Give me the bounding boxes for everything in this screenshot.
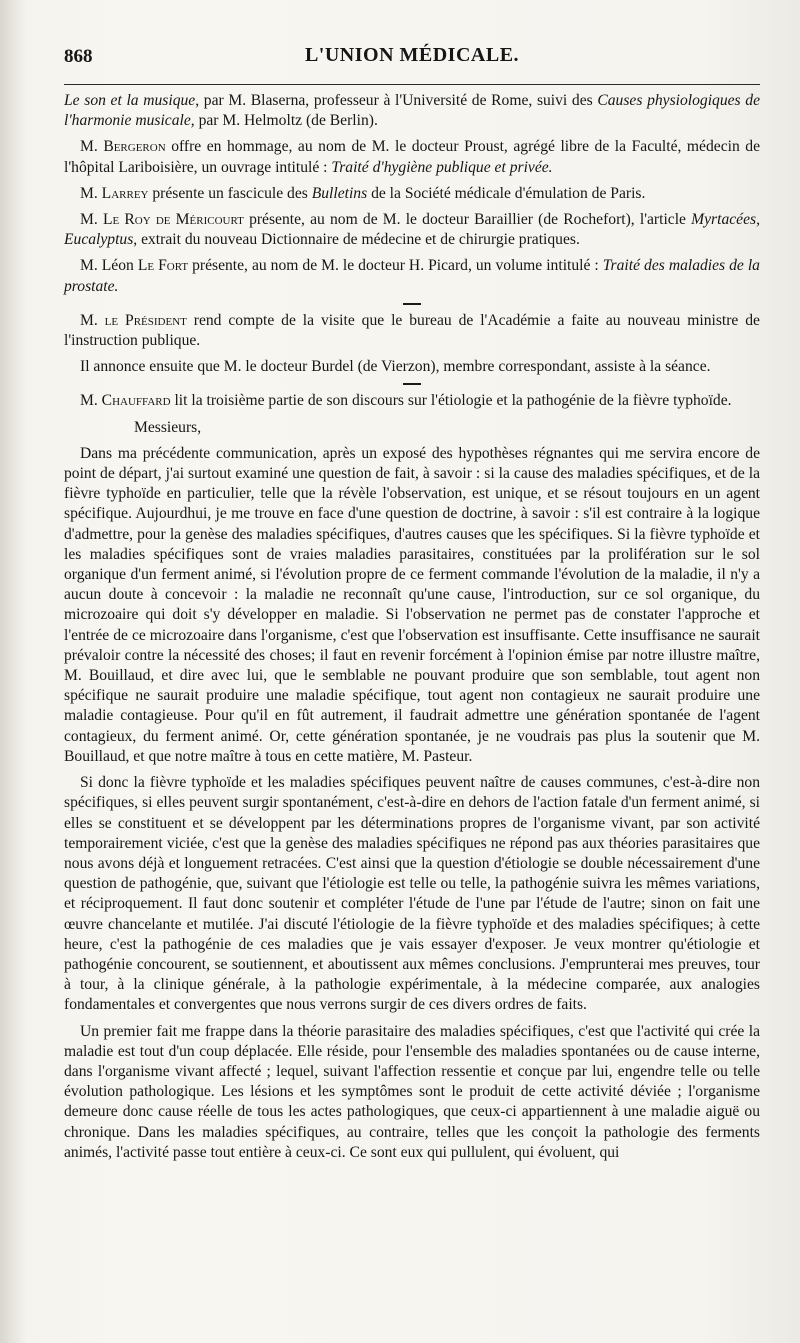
page-number: 868: [64, 46, 93, 67]
text-span: M.: [80, 392, 102, 410]
text-span: M.: [80, 211, 103, 229]
speaker-name: Bergeron: [103, 138, 166, 156]
book-title: Myrtacées, Eucalyptus: [64, 211, 760, 249]
section-separator: [403, 383, 421, 385]
page-header: [64, 40, 760, 85]
text-span: présente un fascicule des: [148, 184, 312, 202]
text-span: présente, au nom de M. le docteur Baraillier (de Rochefort), l'article: [243, 211, 692, 229]
salutation: Messieurs,: [134, 418, 202, 436]
text-span: de la Société médicale d'émulation de Paris.: [367, 184, 646, 202]
paragraph-le-fort: [64, 256, 760, 296]
text-span: par M. Helmoltz (de Berlin).: [194, 112, 378, 130]
paragraph-larrey: [64, 184, 760, 204]
running-title: L'UNION MÉDICALE.: [304, 44, 520, 66]
text-span: , par M. Blaserna, professeur à l'Université de Rome, suivi des: [195, 92, 598, 109]
speaker-name: Chauffard: [101, 392, 171, 410]
section-separator: [403, 303, 421, 305]
paragraph-chauffard: [64, 391, 760, 411]
book-title: Traité d'hygiène publique et privée.: [331, 158, 553, 176]
paragraph-discourse-2: Si donc la fièvre typhoïde et les maladies spécifiques peuvent naître de causes communes, c'est-à-dire non spécifiques, si elles peuvent surgir spontanément, c'est-à-dire en dehors de l'action fatale d'un ferment animé, si elles se constituent et se développent par les déterminations propres de l'organisme vivant, par son activité temporairement viciée, c'est que la genèse des maladies spécifiques ne répond pas aux théories parasitaires que nous avons déjà et longuement retracées. C'est ainsi que la question d'étiologie se double nécessairement d'une question de pathogénie, que, suivant que l'étiologie est telle ou telle, la pathogénie suivra les mêmes variations, et réciproquement. Il faut donc soutenir et compléter l'étude de l'une par l'étude de l'autre; sinon on fait une œuvre chancelante et mutilée. J'ai discuté l'étiologie de la fièvre typhoïde et des maladies spécifiques; à cette heure, c'est la pathogénie de ces maladies que je vais essayer d'exposer. Je veux montrer qu'étiologie et pathogénie concourent, se soutiennent, et aboutissent aux mêmes conclusions. J'emprunterai mes preuves, tour à tour, à la clinique générale, à la pathologie expérimentale, à la médecine comparée, aux analogies fondamentales et convergentes que nous verrons surgir de ces divers ordres de faits.: [64, 774, 760, 1014]
speaker-name: Le Roy de Méricourt: [102, 211, 244, 229]
paragraph-discourse-3: Un premier fait me frappe dans la théorie parasitaire des maladies spécifiques, c'est que l'activité qui crée la maladie est tout d'un coup déplacée. Elle réside, pour l'ensemble des maladies spontanées ou de cause interne, dans l'organisme vivant affecté ; lequel, suivant l'affection ressentie et conçue par lui, engendre telle ou telle évolution pathologique. Les lésions et les symptômes sont le produit de cette activité déviée ; l'organisme demeure donc cause réelle de tous les actes pathologiques, que ceux-ci appartiennent à une maladie aiguë ou chronique. Dans les maladies spécifiques, au contraire, telles que les conçoit la pathologie des ferments animés, l'activité passe tout entière à ceux-ci. Ce sont eux qui pullulent, qui évoluent, qui: [64, 1022, 760, 1161]
text-span: M.: [80, 311, 105, 329]
book-title: Traité des maladies de la prostate.: [64, 257, 760, 295]
text-span: M. Léon: [80, 257, 138, 275]
speaker-name: Larrey: [101, 184, 149, 202]
book-title: Causes physiologiques de l'harmonie musicale,: [64, 92, 760, 130]
speaker-name: le Président: [104, 311, 187, 329]
text-span: M.: [80, 184, 102, 202]
book-title: Le son et la musique: [64, 92, 196, 109]
text-span: M.: [80, 138, 104, 156]
text-span: offre en hommage, au nom de M. le docteur Proust, agrégé libre de la Faculté, médecin de l'hôpital Lariboisière, un ouvrage intitulé :: [64, 138, 760, 176]
body-text: [64, 91, 760, 1163]
text-span: rend compte de la visite que le bureau de l'Académie a faite au nouveau ministre de l'instruction publique.: [64, 311, 760, 350]
text-span: , extrait du nouveau Dictionnaire de médecine et de chirurgie pratiques.: [133, 231, 580, 249]
text-span: lit la troisième partie de son discours sur l'étiologie et la pathogénie de la fièvre typhoïde.: [170, 392, 732, 410]
book-title: Bulletins: [311, 184, 368, 202]
paragraph-president: [64, 311, 760, 351]
paragraph-bergeron: [64, 137, 760, 177]
paragraph-discourse-1: Dans ma précédente communication, après un exposé des hypothèses régnantes qui me servira encore de point de départ, j'ai surtout examiné une question de fait, à savoir : si la cause des maladies spécifiques, et de la fièvre typhoïde en particulier, telle que la révèle l'observation, est unique, et se résout toujours en un agent spécifique. Aujourdhui, je me trouve en face d'une question de doctrine, à savoir : s'il est contraire à la logique d'admettre, pour la genèse des maladies spécifiques, d'autres causes que les spécifiques. Si la fièvre typhoïde et les maladies spécifiques sont de vraies maladies parasitaires, constituées par la prolifération sur le sol organique d'un ferment animé, si l'évolution propre de ce ferment commande l'évolution de la maladie, il n'y a aucun doute à concevoir : la maladie ne reconnaît qu'une cause, l'introduction, sur ce sol organique, du microzoaire qui doit s'y développer en maladie. Si l'observation ne permet pas de constater l'approche et l'entrée de ce microzoaire dans l'organisme, c'est que l'observation est insuffisante. Cette insuffisance ne saurait prévaloir contre la nécessité des choses; il faut en revenir forcément à l'opinion émise par notre illustre maître, M. Bouillaud, et dire avec lui, que le semblable ne pouvant produire que son semblable, tout agent non spécifique ne saurait produire une maladie spécifique, tout agent non contagieux ne saurait produire une maladie contagieuse. Pour qu'il en fût autrement, il faudrait admettre une génération spontanée de l'agent contagieux, du ferment animé. Or, cette génération spontanée, je ne voudrais pas plus la soutenir que M. Bouillaud, et que notre maître à tous en cette matière, M. Pasteur.: [64, 444, 760, 765]
speaker-name: Le Fort: [137, 257, 189, 275]
paragraph-le-roy: [64, 210, 760, 250]
text-span: présente, au nom de M. le docteur H. Picard, un volume intitulé :: [188, 257, 603, 275]
paragraph-book-gift: [64, 91, 760, 131]
paragraph-burdel: Il annonce ensuite que M. le docteur Burdel (de Vierzon), membre correspondant, assiste à la séance.: [80, 358, 711, 376]
